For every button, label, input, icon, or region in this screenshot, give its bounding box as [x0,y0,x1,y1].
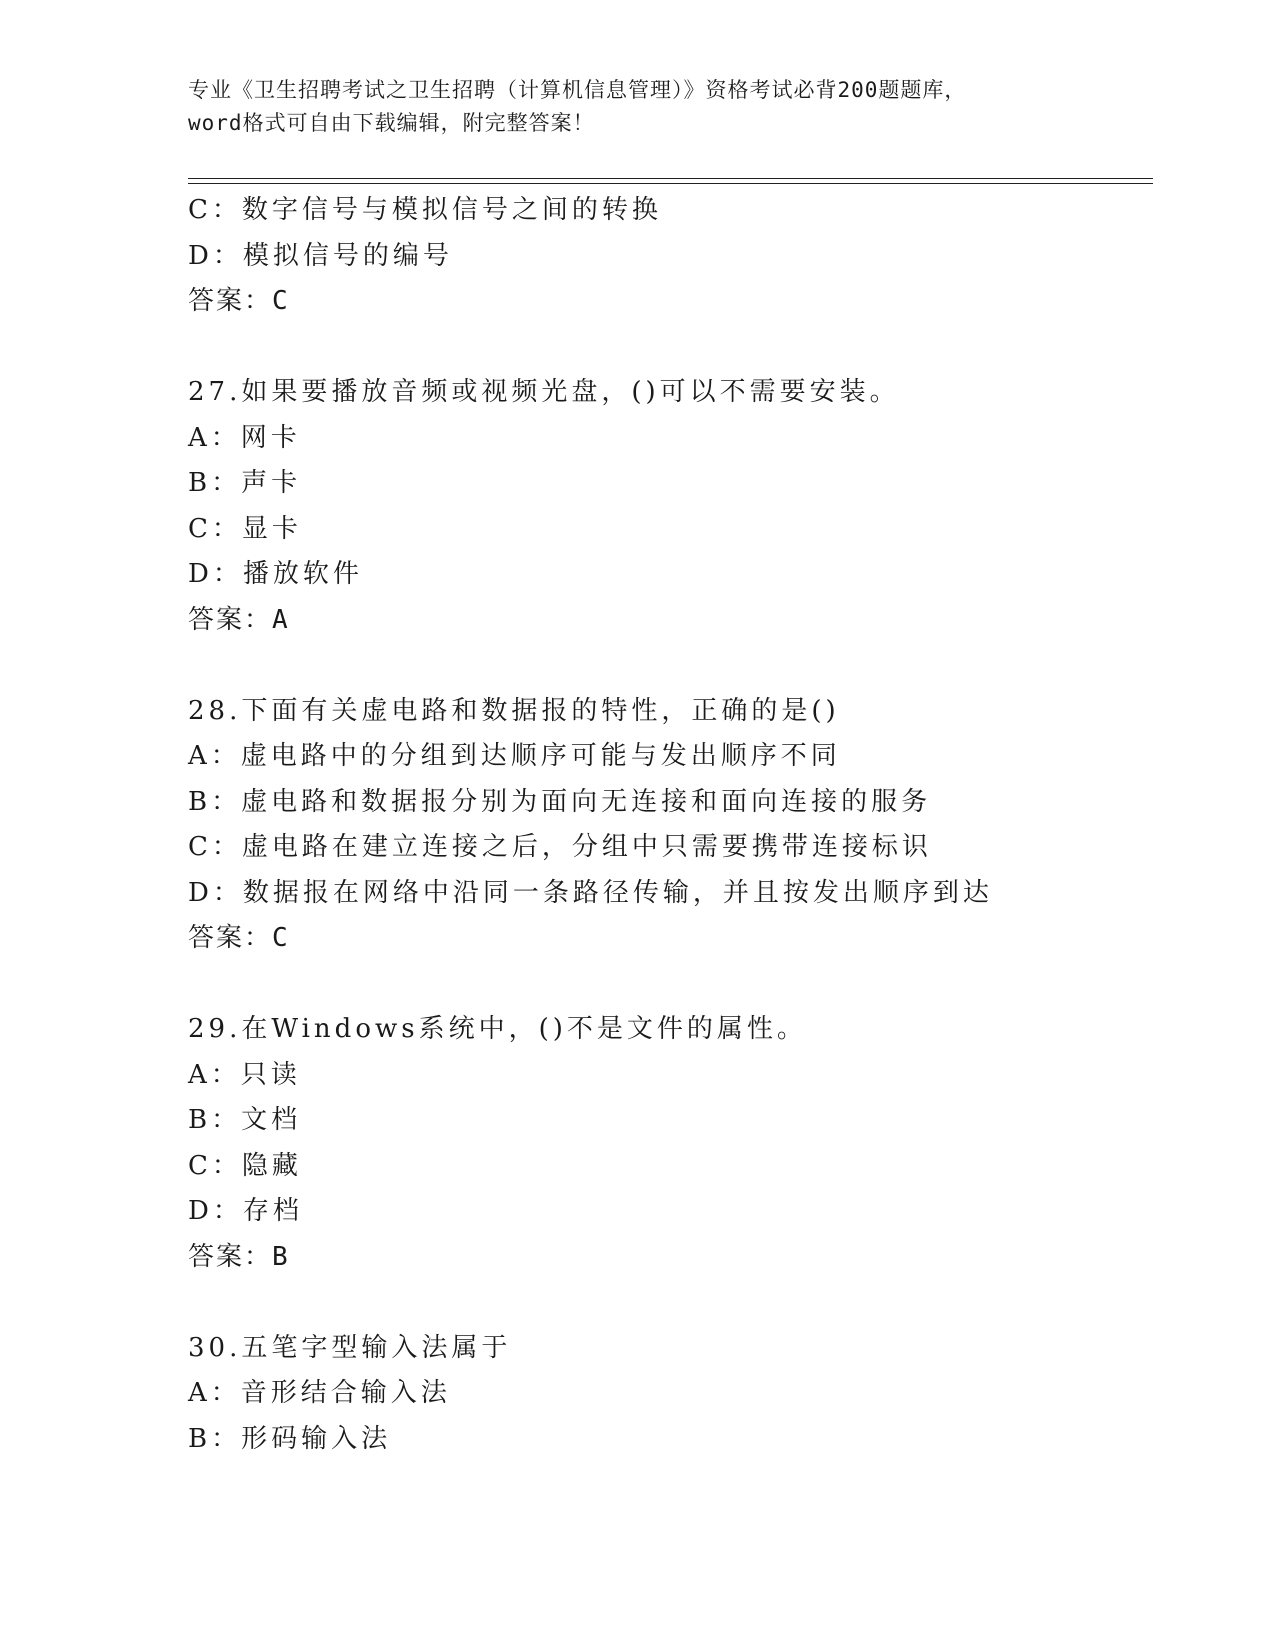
option-c: C：显卡 [188,513,302,544]
spacer [188,1280,1148,1326]
answer-label: 答案： [188,604,273,635]
option-b: B：虚电路和数据报分别为面向无连接和面向连接的服务 [188,786,932,817]
spacer [188,643,1148,689]
document-header [188,74,1088,140]
option-a: A：音形结合输入法 [188,1378,451,1408]
question-stem: 29.在Windows系统中，()不是文件的属性。 [188,1014,807,1044]
header-divider-bottom [188,183,1153,184]
question-list [188,188,1148,1462]
header-title-line-1: 专业《卫生招聘考试之卫生招聘（计算机信息管理）》资格考试必背200题题库， [188,78,967,102]
spacer [188,962,1148,1008]
answer-value: B [272,1241,290,1272]
answer-label: 答案： [188,286,273,316]
header-divider-top [188,178,1153,179]
answer-line [188,598,1148,644]
option-c: C：数字信号与模拟信号之间的转换 [188,195,662,225]
question-stem: 27.如果要播放音频或视频光盘，()可以不需要安装。 [188,377,900,407]
question-stem: 28.下面有关虚电路和数据报的特性，正确的是() [188,695,840,726]
option-a: A：网卡 [188,422,301,453]
answer-label: 答案： [188,923,273,953]
answer-value: A [272,604,290,635]
option-b: B：形码输入法 [188,1423,392,1454]
spacer [188,325,1148,371]
answer-line [188,1235,1148,1281]
option-d: D：数据报在网络中沿同一条路径传输，并且按发出顺序到达 [188,877,993,908]
option-d: D：模拟信号的编号 [188,240,453,271]
option-a: A：只读 [188,1059,301,1090]
answer-value: C [272,286,290,316]
option-d: D：播放软件 [188,559,363,589]
option-d: D：存档 [188,1196,303,1226]
answer-value: C [272,923,290,953]
question-26-partial [188,188,1148,325]
answer-line [188,916,1148,962]
option-a: A：虚电路中的分组到达顺序可能与发出顺序不同 [188,741,841,771]
question-30 [188,1326,1148,1463]
question-stem: 30.五笔字型输入法属于 [188,1332,512,1363]
answer-label: 答案： [188,1241,273,1272]
question-28 [188,689,1148,962]
header-title-line-2: word格式可自由下载编辑，附完整答案！ [188,111,595,135]
option-b: B：声卡 [188,468,302,498]
option-c: C：隐藏 [188,1150,302,1181]
question-29 [188,1007,1148,1280]
option-c: C：虚电路在建立连接之后，分组中只需要携带连接标识 [188,832,932,862]
option-b: B：文档 [188,1105,302,1135]
answer-line [188,279,1148,325]
question-27 [188,370,1148,643]
